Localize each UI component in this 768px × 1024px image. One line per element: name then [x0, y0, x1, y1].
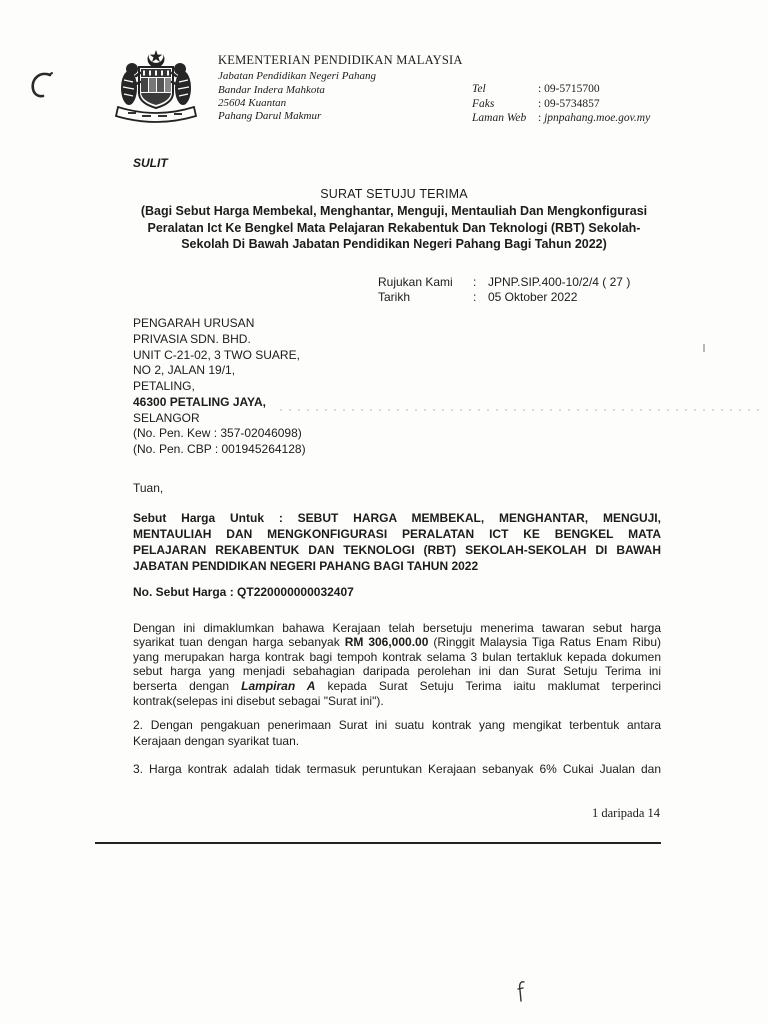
- date-separator: :: [473, 289, 477, 304]
- paragraph-1: [133, 621, 661, 709]
- contact-value: [538, 82, 600, 96]
- subject-block: [133, 510, 661, 574]
- recipient-line: 46300 PETALING JAYA,: [133, 394, 266, 409]
- scan-artifact-mark: [514, 980, 528, 1004]
- salutation: Tuan,: [133, 481, 164, 495]
- paragraph-line: Dengan ini dimaklumkan bahawa Kerajaan telah bersetuju menerima tawaran sebut harga: [133, 620, 661, 635]
- recipient-line: NO 2, JALAN 19/1,: [133, 363, 236, 378]
- paragraph-line: Kerajaan dengan syarikat tuan.: [133, 734, 300, 748]
- paragraph-line: kontrak(selepas ini disebut sebagai "Surat ini").: [133, 693, 384, 708]
- paragraph-text: berserta dengan: [133, 679, 230, 694]
- coat-of-arms-emblem: [112, 46, 200, 124]
- contact-label: Laman Web: [472, 112, 527, 124]
- attachment-reference: Lampiran A: [241, 679, 316, 694]
- scan-artifact-dotted-line: [280, 408, 766, 412]
- recipient-registration: (No. Pen. CBP : 001945264128): [133, 442, 306, 456]
- website-address: jpnpahang.moe.gov.my: [544, 112, 651, 124]
- contact-separator: :: [538, 83, 542, 95]
- paragraph-3: [133, 761, 661, 777]
- letter-date: 05 Oktober 2022: [488, 289, 578, 304]
- date-row: [378, 290, 678, 305]
- paragraph-text: (Ringgit Malaysia Tiga Ratus Enam Ribu): [433, 635, 661, 650]
- contact-separator: :: [538, 112, 542, 124]
- subtitle-line: Sekolah Di Bawah Jabatan Pendidikan Negeri Pahang Bagi Tahun 2022): [181, 237, 607, 251]
- punch-hole-mark: [28, 70, 56, 102]
- subject-label: Sebut Harga Untuk: [133, 511, 264, 525]
- letterhead-ministry: KEMENTERIAN PENDIDIKAN MALAYSIA: [218, 53, 463, 67]
- subject-separator: :: [278, 511, 283, 525]
- recipient-address: [133, 316, 306, 458]
- recipient-registration: (No. Pen. Kew : 357-02046098): [133, 426, 302, 441]
- date-label: Tarikh: [378, 289, 411, 304]
- contract-amount: RM 306,000.00: [344, 635, 429, 650]
- contact-row-fax: [472, 97, 672, 111]
- paragraph-2: [133, 717, 661, 749]
- reference-row: [378, 275, 678, 290]
- contact-value: [538, 97, 600, 111]
- subject-line: PELAJARAN REKABENTUK DAN TEKNOLOGI (RBT) SEKOLAH-SEKOLAH DI BAWAH: [133, 543, 661, 557]
- paragraph-text: kepada Surat Setuju Terima iaitu maklumat terperinci: [327, 679, 661, 694]
- contact-separator: :: [538, 98, 542, 110]
- paragraph-line: 2. Dengan pengakuan penerimaan Surat ini suatu kontrak yang mengikat terbentuk antara: [133, 718, 661, 732]
- letterhead-address-line: Bandar Indera Mahkota: [218, 84, 325, 96]
- letterhead-address-line: Pahang Darul Makmur: [218, 110, 322, 122]
- recipient-line: UNIT C-21-02, 3 TWO SUARE,: [133, 347, 300, 362]
- paragraph-line: sebut harga yang menjadi sebahagian daripada perolehan ini dan Surat Setuju Terima ini: [133, 664, 661, 679]
- recipient-line: SELANGOR: [133, 410, 200, 425]
- subject-line: MENTAULIAH DAN MENGKONFIGURASI PERALATAN ICT KE BENGKEL MATA: [133, 527, 661, 541]
- fax-number: 09-5734857: [544, 98, 600, 110]
- recipient-line: PENGARAH URUSAN: [133, 316, 255, 330]
- paragraph-line: 3. Harga kontrak adalah tidak termasuk peruntukan Kerajaan sebanyak 6% Cukai Jualan dan: [133, 762, 661, 776]
- letterhead-department: Jabatan Pendidikan Negeri Pahang: [218, 70, 376, 82]
- page-number: 1 daripada 14: [592, 806, 661, 820]
- contact-label: Tel: [472, 83, 486, 95]
- contact-label: Faks: [472, 98, 495, 110]
- contact-value: [538, 111, 650, 125]
- subject-text: SEBUT HARGA MEMBEKAL, MENGHANTAR, MENGUJI,: [297, 511, 661, 525]
- contact-row-website: [472, 111, 672, 125]
- reference-number: JPNP.SIP.400-10/2/4 ( 27 ): [488, 274, 631, 289]
- letterhead-address-line: 25604 Kuantan: [218, 97, 287, 109]
- contact-row-tel: [472, 82, 672, 96]
- subtitle-line: Peralatan Ict Ke Bengkel Mata Pelajaran Rekabentuk Dan Teknologi (RBT) Sekolah-: [147, 220, 641, 235]
- subtitle-line: (Bagi Sebut Harga Membekal, Menghantar, Menguji, Mentauliah Dan Mengkonfigurasi: [140, 204, 648, 218]
- quotation-value: QT220000000032407: [237, 585, 354, 599]
- reference-separator: :: [473, 274, 477, 289]
- quotation-separator: :: [229, 585, 234, 599]
- scan-artifact-tick: [700, 343, 708, 353]
- quotation-label: No. Sebut Harga: [133, 585, 227, 599]
- recipient-line: PETALING,: [133, 379, 195, 393]
- classification-label: SULIT: [133, 156, 168, 170]
- paragraph-line: yang merupakan harga kontrak bagi tempoh kontrak selama 3 bulan tertakluk kepada dokumen: [133, 649, 661, 664]
- recipient-company: PRIVASIA SDN. BHD.: [133, 331, 251, 346]
- subject-line: [133, 510, 661, 526]
- subject-line: JABATAN PENDIDIKAN NEGERI PAHANG BAGI TAHUN 2022: [133, 559, 479, 573]
- paragraph-line: [133, 635, 661, 650]
- document-title: SURAT SETUJU TERIMA: [320, 187, 468, 201]
- reference-label: Rujukan Kami: [378, 274, 453, 289]
- quotation-number: [133, 585, 354, 599]
- footer-divider: [95, 842, 661, 844]
- phone-number: 09-5715700: [544, 83, 600, 95]
- paragraph-line: [133, 679, 661, 694]
- paragraph-text: syarikat tuan dengan harga sebanyak: [133, 635, 340, 650]
- document-subtitle: [115, 203, 673, 253]
